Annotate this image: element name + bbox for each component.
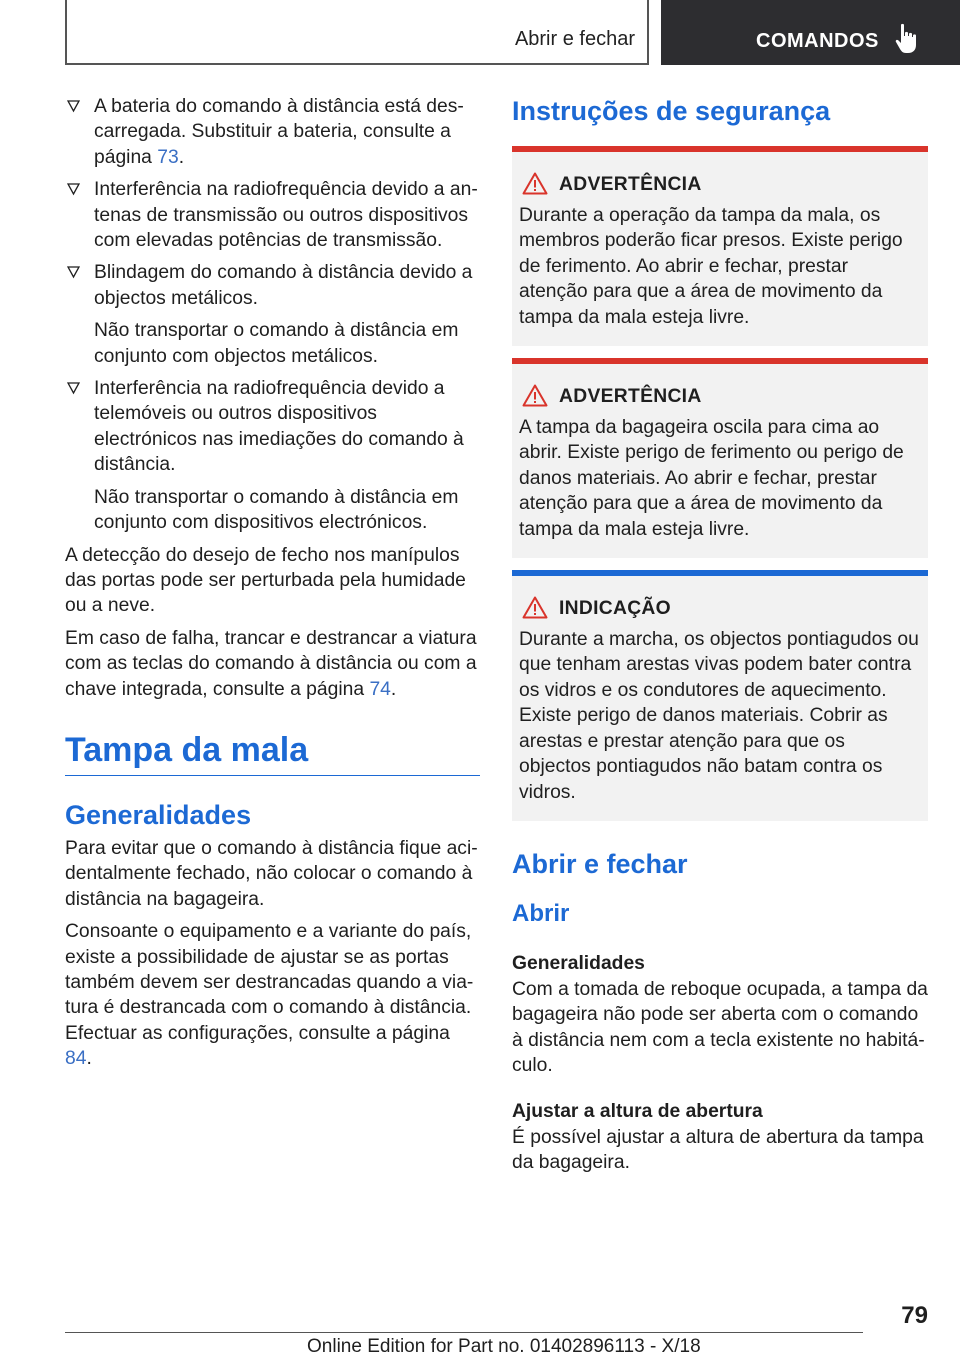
warning-text: Durante a operação da tampa da mala, os membros poderão ficar presos. Existe perigo de ferimento. Ao abrir e fechar, prestar atenção para que a área de movimento da tampa da mala esteja livre. xyxy=(519,205,903,328)
list-item-text: A bateria do comando à distância está descarregada. Substituir a bateria, consulte a página xyxy=(94,96,464,168)
pointing-hand-icon xyxy=(892,22,926,56)
warning-title: ADVERTÊNCIA xyxy=(559,174,702,195)
list-item xyxy=(65,376,480,535)
notice-title: INDICAÇÃO xyxy=(559,598,671,620)
paragraph-tow-socket: Com a tomada de reboque ocupada, a tampa da bagageira não pode ser aberta com o comando à distância nem com a tecla existente no habitáculo. xyxy=(512,978,928,1077)
section-heading-tampa-da-mala: Tampa da mala xyxy=(65,730,480,776)
warning-triangle-icon xyxy=(522,384,548,407)
left-column xyxy=(65,94,480,1079)
footer-edition: Online Edition for Part no. 01402896113 - X/18 xyxy=(307,1336,701,1357)
page-link-73[interactable]: 73 xyxy=(157,146,179,168)
paragraph-settings-text: Consoante o equipamento e a variante do país, existe a possibilidade de ajustar se as portas também devem ser destrancadas quando a viatura é destrancada com o comando à distância. Efectuar as configurações, consulte a página xyxy=(65,921,474,1044)
triangle-bullet-icon xyxy=(67,183,80,196)
triangle-bullet-icon xyxy=(67,382,80,395)
triangle-bullet-icon xyxy=(67,266,80,279)
page-number: 79 xyxy=(901,1302,928,1329)
list-item xyxy=(65,94,480,170)
paragraph-punct: . xyxy=(390,678,397,700)
list-item-text: Interferência na radiofrequência devido a antenas de transmissão ou outros dispositivos com elevadas potências de transmissão. xyxy=(94,179,478,252)
warning-box xyxy=(512,358,928,558)
list-item xyxy=(65,260,480,369)
subheading-safety: Instruções de segurança xyxy=(512,96,831,126)
paragraph-failure-text: Em caso de falha, trancar e destrancar a viatura com as teclas do comando à distância ou com a chave integrada, consulte a página xyxy=(65,627,477,700)
subheading-generalidades-right: Generalidades xyxy=(512,952,645,974)
subheading-generalidades: Generalidades xyxy=(65,799,252,830)
list-item-subtext: Não transportar o comando à distância em conjunto com dispositivos electrónicos. xyxy=(94,486,459,534)
paragraph-opening-height: É possível ajustar a altura de abertura da tampa da bagageira. xyxy=(512,1126,924,1173)
warning-text: A tampa da bagageira oscila para cima ao abrir. Existe perigo de ferimento ou perigo de danos materiais. Ao abrir e fechar, prestar atenção para que a área de movimento da tampa da mala esteja livre. xyxy=(519,417,904,540)
warning-triangle-icon xyxy=(522,596,548,619)
warning-box xyxy=(512,146,928,346)
subheading-abrir: Abrir xyxy=(512,899,570,927)
list-item xyxy=(65,177,480,253)
paragraph-failure xyxy=(65,626,480,702)
warning-title: ADVERTÊNCIA xyxy=(559,386,702,408)
list-item-punct: . xyxy=(178,146,185,168)
paragraph-humidity: A detecção do desejo de fecho nos manípulos das portas pode ser perturbada pela humidade ou a neve. xyxy=(65,544,466,617)
page-link-74[interactable]: 74 xyxy=(369,678,391,700)
list-item-subtext: Não transportar o comando à distância em conjunto com objectos metálicos. xyxy=(94,320,459,367)
notice-box xyxy=(512,570,928,821)
subheading-abrir-e-fechar: Abrir e fechar xyxy=(512,848,688,879)
header-section-title: Abrir e fechar xyxy=(514,28,635,50)
paragraph-punct: . xyxy=(86,1048,92,1070)
notice-text: Durante a marcha, os objectos pontiagudos ou que tenham arestas vivas podem bater contra os vidros e os condutores de aquecimento. Existe perigo de danos materiais. Cobrir as arestas e prestar atenção para que os objectos pontiagudos não batam contra os vidros. xyxy=(519,629,919,803)
list-item-text: Blindagem do comando à distância devido a objectos metálicos. xyxy=(94,262,473,309)
cause-list xyxy=(65,94,480,536)
right-column xyxy=(512,94,928,1182)
header-chapter-tab xyxy=(661,0,960,65)
page-link-84[interactable]: 84 xyxy=(65,1048,87,1070)
triangle-bullet-icon xyxy=(67,100,80,113)
header-chapter-title: COMANDOS xyxy=(756,30,879,52)
paragraph-avoid-lock: Para evitar que o comando à distância fique acidentalmente fechado, não colocar o comando à distância na bagageira. xyxy=(65,837,478,910)
header-section-box xyxy=(65,0,649,65)
warning-triangle-icon xyxy=(522,172,548,195)
footer-divider xyxy=(65,1332,863,1333)
paragraph-settings xyxy=(65,919,480,1071)
list-item-text: Interferência na radiofrequência devido a telemóveis ou outros dispositivos electrónicos nas imediações do comando à distância. xyxy=(94,378,464,476)
subheading-opening-height: Ajustar a altura de abertura xyxy=(512,1100,763,1122)
